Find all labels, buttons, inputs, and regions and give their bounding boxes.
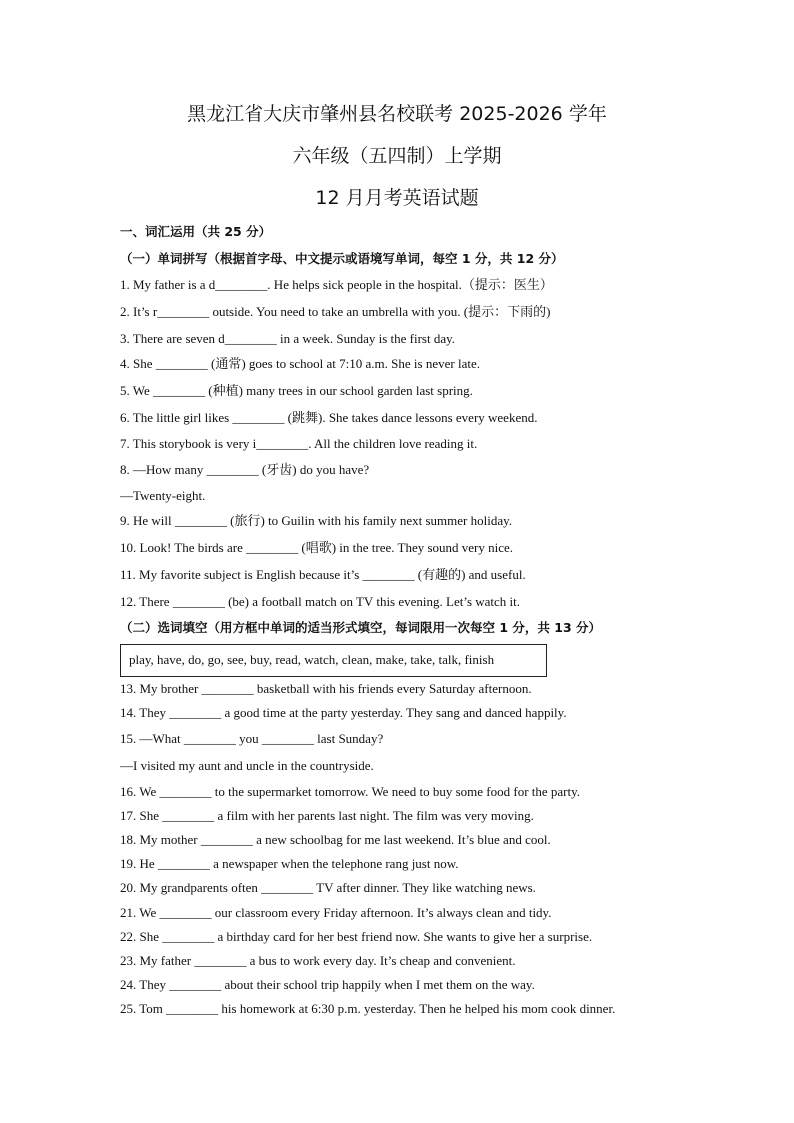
part-heading-word-choice: （二）选词填空（用方框中单词的适当形式填空，每词限用一次每空 1 分，共 13 分） <box>120 620 602 635</box>
question-8: 8. —How many ________ (牙齿) do you have? <box>120 462 370 477</box>
question-22: 22. She ________ a birthday card for her best friend now. She wants to give her a surprise. <box>120 929 593 944</box>
question-11: 11. My favorite subject is English because it’s ________ (有趣的) and useful. <box>120 567 526 582</box>
answer-15: —I visited my aunt and uncle in the countryside. <box>120 758 374 773</box>
question-12: 12. There ________ (be) a football match on TV this evening. Let’s watch it. <box>120 594 521 609</box>
question-21: 21. We ________ our classroom every Friday afternoon. It’s always clean and tidy. <box>120 905 552 920</box>
question-6: 6. The little girl likes ________ (跳舞). She takes dance lessons every weekend. <box>120 410 538 425</box>
question-18: 18. My mother ________ a new schoolbag for me last weekend. It’s blue and cool. <box>120 832 551 847</box>
question-7: 7. This storybook is very i________. All the children love reading it. <box>120 436 478 451</box>
question-17: 17. She ________ a film with her parents last night. The film was very moving. <box>120 808 534 823</box>
exam-title-subject: 12 月月考英语试题 <box>315 187 479 209</box>
exam-title-grade: 六年级（五四制）上学期 <box>292 145 502 167</box>
question-1: 1. My father is a d________. He helps sick people in the hospital.（提示：医生） <box>120 277 553 292</box>
question-9: 9. He will ________ (旅行) to Guilin with his family next summer holiday. <box>120 513 513 528</box>
question-13: 13. My brother ________ basketball with his friends every Saturday afternoon. <box>120 681 532 696</box>
exam-title-school: 黑龙江省大庆市肇州县名校联考 2025-2026 学年 <box>187 103 607 125</box>
question-3: 3. There are seven d________ in a week. Sunday is the first day. <box>120 331 456 346</box>
question-24: 24. They ________ about their school trip happily when I met them on the way. <box>120 977 535 992</box>
question-19: 19. He ________ a newspaper when the telephone rang just now. <box>120 856 459 871</box>
question-5: 5. We ________ (种植) many trees in our school garden last spring. <box>120 383 473 398</box>
question-25: 25. Tom ________ his homework at 6:30 p.m. yesterday. Then he helped his mom cook dinner. <box>120 1001 616 1016</box>
section-heading: 一、词汇运用（共 25 分） <box>120 224 272 239</box>
question-15: 15. —What ________ you ________ last Sunday? <box>120 731 384 746</box>
word-box: play, have, do, go, see, buy, read, watch, clean, make, take, talk, finish <box>120 644 547 677</box>
part-heading-spelling: （一）单词拼写（根据首字母、中文提示或语境写单词，每空 1 分，共 12 分） <box>120 251 564 266</box>
question-23: 23. My father ________ a bus to work every day. It’s cheap and convenient. <box>120 953 516 968</box>
answer-8: —Twenty-eight. <box>120 488 206 503</box>
question-14: 14. They ________ a good time at the party yesterday. They sang and danced happily. <box>120 705 567 720</box>
question-10: 10. Look! The birds are ________ (唱歌) in the tree. They sound very nice. <box>120 540 514 555</box>
question-20: 20. My grandparents often ________ TV after dinner. They like watching news. <box>120 880 536 895</box>
question-2: 2. It’s r________ outside. You need to take an umbrella with you. (提示：下雨的) <box>120 304 551 319</box>
question-16: 16. We ________ to the supermarket tomorrow. We need to buy some food for the party. <box>120 784 581 799</box>
question-4: 4. She ________ (通常) goes to school at 7:10 a.m. She is never late. <box>120 356 480 371</box>
